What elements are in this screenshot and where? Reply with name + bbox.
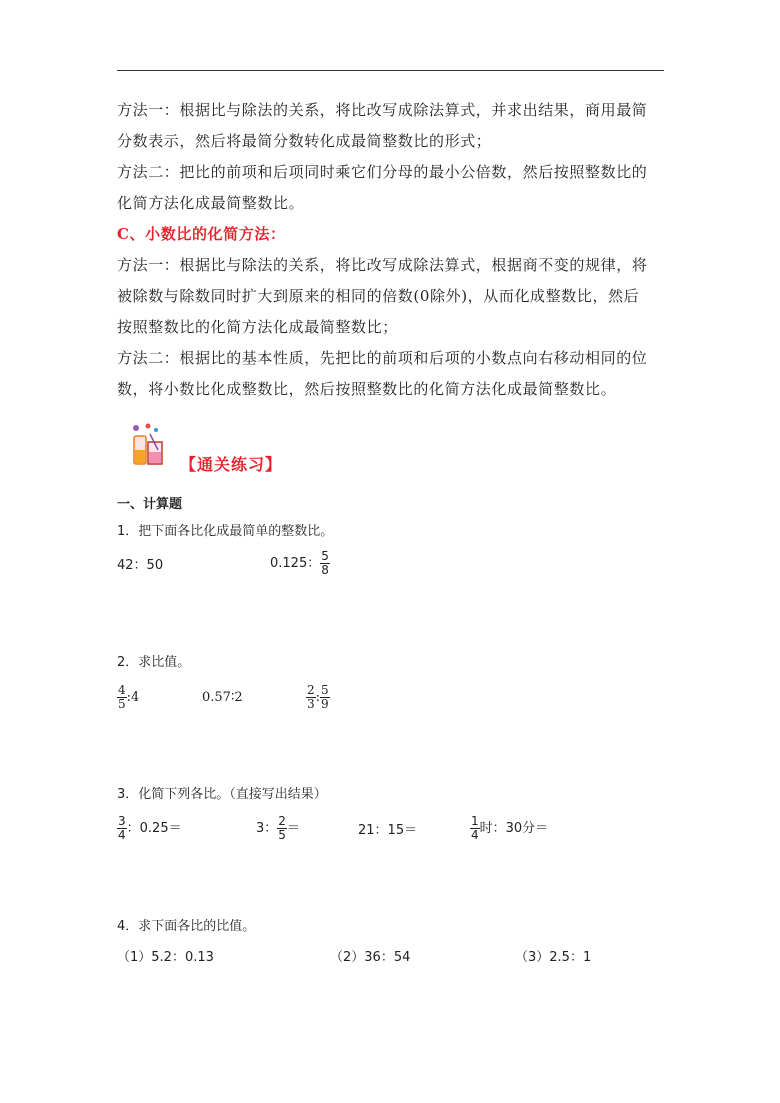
numerator: 5 <box>321 549 329 563</box>
question-4-item-b: （2）36：54 <box>330 950 411 965</box>
item-d-suffix: 时：30分＝ <box>479 821 549 836</box>
fraction <box>306 684 316 711</box>
numerator: 3 <box>118 814 126 828</box>
question-3-title: 3．化简下列各比。（直接写出结果） <box>117 787 327 802</box>
question-4-item-a: （1）5.2：0.13 <box>117 950 214 965</box>
question-2-item-a <box>117 684 139 711</box>
question-3-item-a <box>117 815 182 842</box>
denominator: 4 <box>471 828 479 842</box>
question-1-item-a: 42：50 <box>117 558 164 573</box>
numerator: 4 <box>118 683 126 697</box>
question-3-item-d <box>470 815 548 842</box>
fraction <box>320 684 330 711</box>
fraction <box>117 684 127 711</box>
question-2-title: 2．求比值。 <box>117 655 191 670</box>
question-3-item-b <box>256 815 300 842</box>
ratio-separator: : <box>315 690 321 705</box>
paragraph-line: 被除数与除数同时扩大到原来的相同的倍数(0除外)，从而化成整数比，然后 <box>117 287 640 305</box>
item-b-suffix: ＝ <box>286 821 300 836</box>
fraction <box>320 550 330 577</box>
paragraph-line: 方法一：根据比与除法的关系，将比改写成除法算式，根据商不变的规律，将 <box>117 256 648 274</box>
fraction <box>277 815 287 842</box>
fraction <box>117 815 127 842</box>
paragraph-line: 化简方法化成最简整数比。 <box>117 194 305 212</box>
paragraph-line: 分数表示，然后将最简分数转化成最简整数比的形式； <box>117 132 492 150</box>
paragraph-line: 方法一：根据比与除法的关系，将比改写成除法算式，并求出结果，商用最简 <box>117 101 648 119</box>
numerator: 5 <box>321 683 329 697</box>
question-2-item-b: 0.57∶2 <box>202 690 243 705</box>
numerator: 2 <box>307 683 315 697</box>
question-2-item-c <box>306 684 330 711</box>
question-4-title: 4．求下面各比的比值。 <box>117 919 256 934</box>
numerator: 1 <box>471 814 479 828</box>
question-1-title: 1．把下面各比化成最简单的整数比。 <box>117 524 334 539</box>
question-4-item-c: （3）2.5：1 <box>515 950 592 965</box>
denominator: 5 <box>118 697 126 711</box>
denominator: 5 <box>278 828 286 842</box>
paragraph-line: 按照整数比的化简方法化成最简整数比； <box>117 318 398 336</box>
paragraph-line: 数，将小数比化成整数比，然后按照整数比的化简方法化成最简整数比。 <box>117 380 617 398</box>
denominator: 3 <box>307 697 315 711</box>
subsection-heading: C、小数比的化简方法： <box>117 225 286 243</box>
question-1-item-b <box>270 550 330 577</box>
practice-badge: 【通关练习】 <box>180 455 283 474</box>
fraction <box>470 815 480 842</box>
numerator: 2 <box>278 814 286 828</box>
paragraph-line: 方法二：根据比的基本性质，先把比的前项和后项的小数点向右移动相同的位 <box>117 349 648 367</box>
item-b-prefix: 3： <box>256 821 278 836</box>
question-3-item-c: 21：15＝ <box>358 823 418 838</box>
denominator: 9 <box>321 697 329 711</box>
item-b-prefix: 0.125： <box>270 556 321 571</box>
denominator: 8 <box>321 563 329 577</box>
item-a-suffix: :4 <box>126 690 140 705</box>
section-title: 一、计算题 <box>117 497 183 512</box>
paragraph-line: 方法二：把比的前项和后项同时乘它们分母的最小公倍数，然后按照整数比的 <box>117 163 648 181</box>
denominator: 4 <box>118 828 126 842</box>
flask-icon <box>128 422 168 470</box>
item-a-suffix: ：0.25＝ <box>126 821 182 836</box>
header-rule <box>117 70 664 71</box>
